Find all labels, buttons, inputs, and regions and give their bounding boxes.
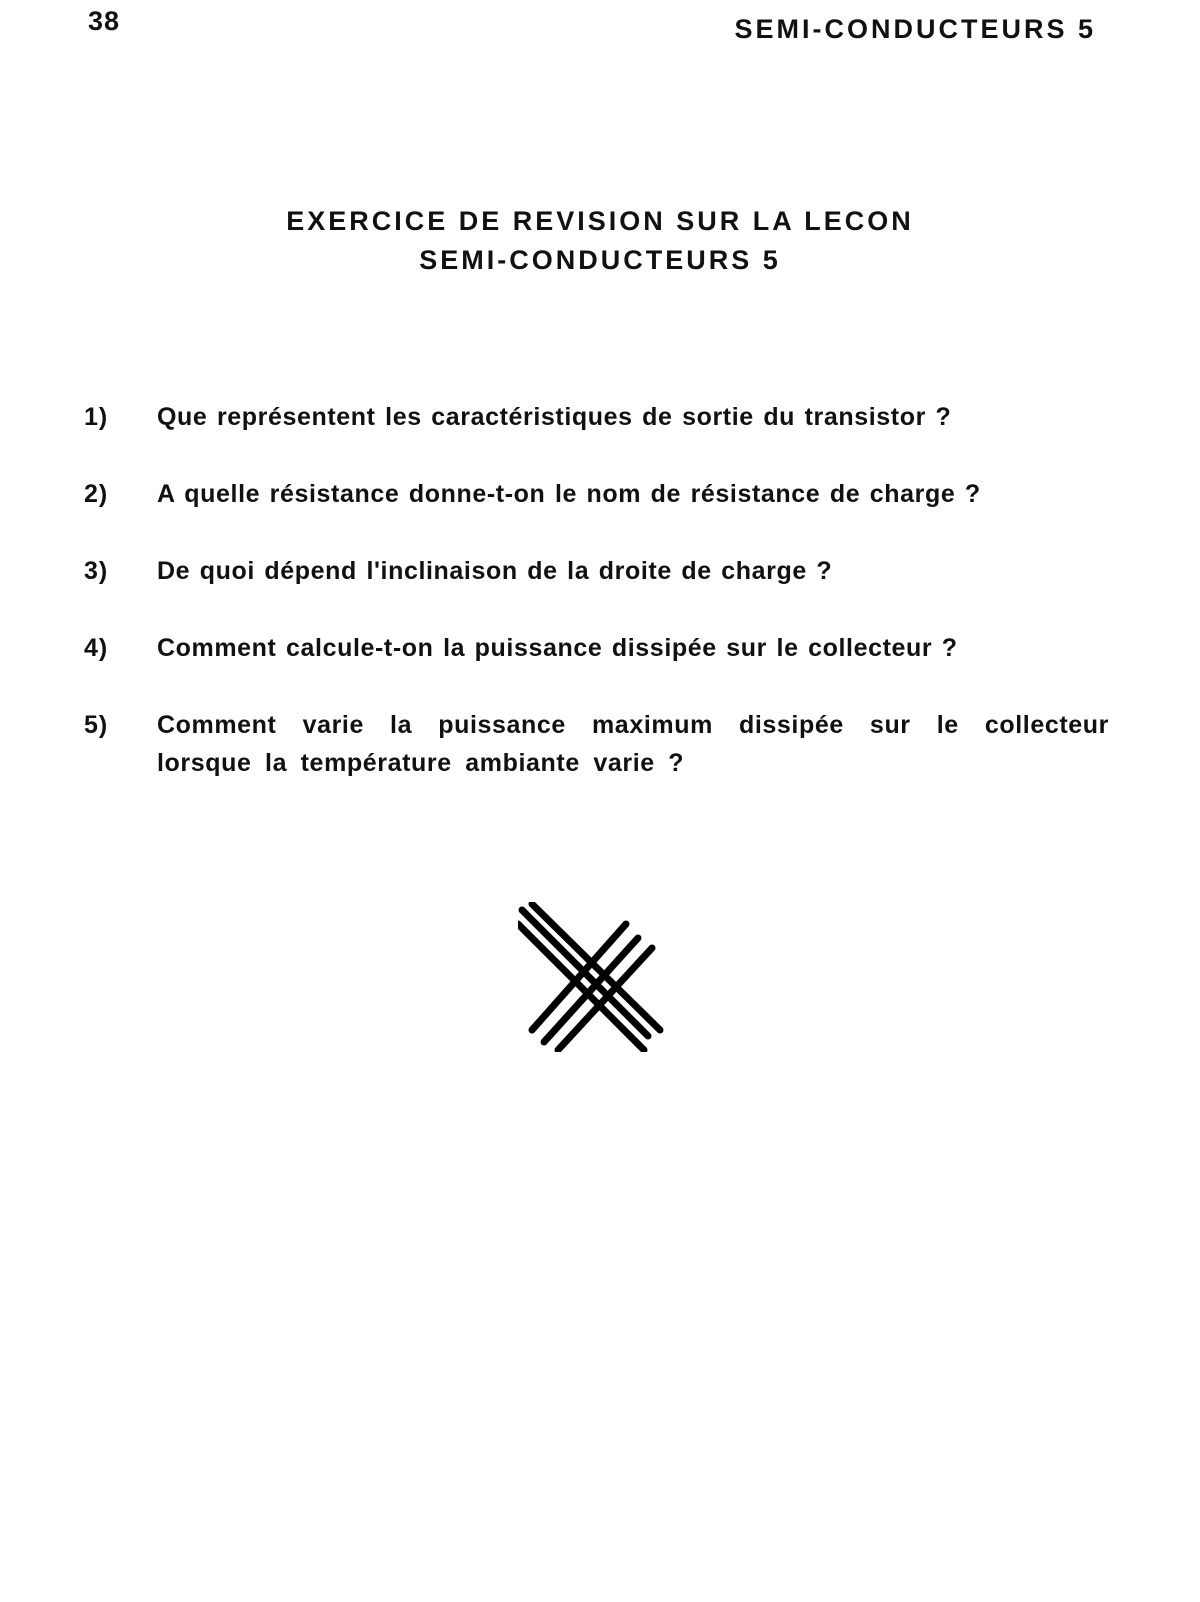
- question-text: Que représentent les caractéristiques de sortie du transistor ?: [157, 403, 952, 431]
- question-item: [84, 706, 1109, 782]
- exercise-title: [0, 202, 1200, 280]
- question-number: 2): [84, 480, 109, 508]
- question-number: 1): [84, 403, 109, 431]
- question-number: 3): [84, 557, 109, 585]
- question-text: De quoi dépend l'inclinaison de la droite de charge ?: [157, 557, 833, 585]
- question-list: [84, 398, 1109, 782]
- exercise-title-line2: SEMI-CONDUCTEURS 5: [419, 245, 781, 275]
- question-text: Comment varie la puissance maximum dissipée sur le collecteur lorsque la température ambiante varie ?: [157, 711, 1109, 777]
- page-number: 38: [88, 6, 121, 36]
- exercise-title-line1: EXERCICE DE REVISION SUR LA LECON: [286, 206, 914, 236]
- question-item: [84, 398, 1109, 436]
- question-item: [84, 629, 1109, 667]
- question-number: 5): [84, 711, 109, 739]
- hatch-line-down-3: [518, 924, 644, 1050]
- question-number: 4): [84, 634, 109, 662]
- running-header: SEMI-CONDUCTEURS 5: [734, 14, 1096, 44]
- question-item: [84, 475, 1109, 513]
- question-text: Comment calcule-t-on la puissance dissipée sur le collecteur ?: [157, 634, 958, 662]
- question-item: [84, 552, 1109, 590]
- question-text: A quelle résistance donne-t-on le nom de résistance de charge ?: [157, 480, 981, 508]
- crosshatch-end-icon: [518, 902, 668, 1052]
